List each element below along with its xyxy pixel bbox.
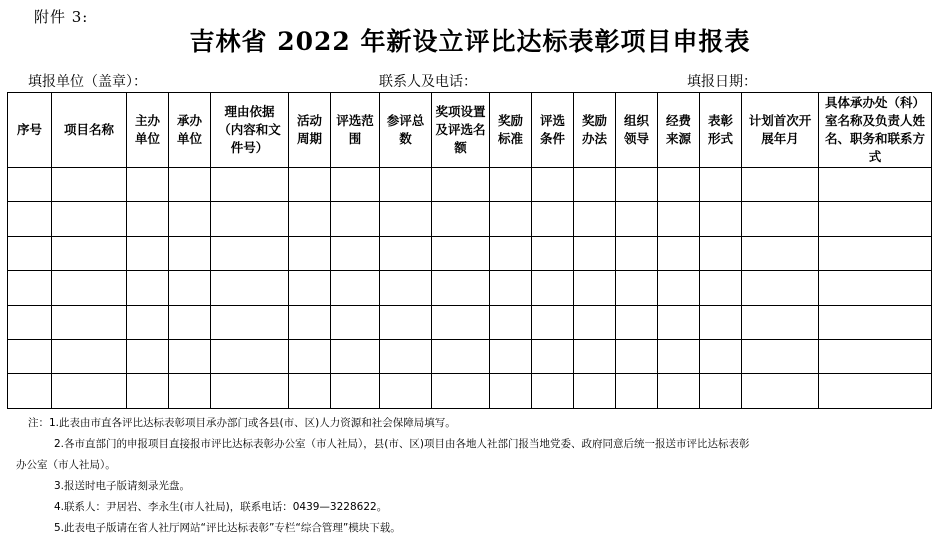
table-cell[interactable] [490,271,532,305]
table-cell[interactable] [8,168,52,202]
table-cell[interactable] [700,271,742,305]
table-cell[interactable] [432,202,490,236]
table-cell[interactable] [616,271,658,305]
footnote-1: 注：1.此表由市直各评比达标表彰项目承办部门或各县(市、区)人力资源和社会保障局填写。 [28,417,456,429]
table-cell[interactable] [169,202,211,236]
table-cell[interactable] [432,305,490,339]
table-cell[interactable] [380,236,432,270]
header-cell: 表彰形式 [700,93,742,168]
table-cell[interactable] [819,305,932,339]
table-cell[interactable] [574,168,616,202]
table-cell[interactable] [658,236,700,270]
table-cell[interactable] [532,168,574,202]
table-cell[interactable] [490,374,532,408]
table-row [8,271,932,305]
reporting-unit-label: 填报单位（盖章）： [28,74,147,90]
table-cell[interactable] [490,168,532,202]
table-cell[interactable] [380,202,432,236]
table-cell[interactable] [8,271,52,305]
table-cell[interactable] [52,271,127,305]
table-body [8,168,932,409]
table-cell[interactable] [331,202,380,236]
table-cell[interactable] [574,374,616,408]
table-cell[interactable] [331,271,380,305]
table-cell[interactable] [8,202,52,236]
table-cell[interactable] [532,236,574,270]
table-cell[interactable] [658,339,700,373]
report-table [7,92,932,409]
table-cell[interactable] [658,202,700,236]
header-cell: 奖励标准 [490,93,532,168]
table-cell[interactable] [658,374,700,408]
table-cell[interactable] [331,305,380,339]
table-cell[interactable] [742,374,819,408]
table-cell[interactable] [700,305,742,339]
header-cell: 组织领导 [616,93,658,168]
table-cell[interactable] [432,374,490,408]
table-cell[interactable] [616,168,658,202]
table-cell[interactable] [574,339,616,373]
table-cell[interactable] [380,339,432,373]
table-cell[interactable] [616,374,658,408]
table-cell[interactable] [742,168,819,202]
table-cell[interactable] [127,339,169,373]
header-cell: 奖项设置及评选名额 [432,93,490,168]
table-cell[interactable] [819,202,932,236]
table-cell[interactable] [532,305,574,339]
table-cell[interactable] [819,374,932,408]
table-cell[interactable] [819,236,932,270]
footnote-5: 5.此表电子版请在省人社厅网站“评比达标表彰”专栏“综合管理”模块下载。 [54,522,401,534]
table-cell[interactable] [700,374,742,408]
header-cell: 经费来源 [658,93,700,168]
header-cell: 活动周期 [289,93,331,168]
table-cell[interactable] [211,202,289,236]
table-cell[interactable] [432,236,490,270]
header-cell: 主办单位 [127,93,169,168]
table-cell[interactable] [52,168,127,202]
table-cell[interactable] [289,202,331,236]
header-cell: 参评总数 [380,93,432,168]
table-cell[interactable] [127,202,169,236]
header-cell: 奖励办法 [574,93,616,168]
header-cell: 理由依据（内容和文件号） [211,93,289,168]
attachment-label: 附件 3: [34,8,89,26]
header-cell: 承办单位 [169,93,211,168]
table-row [8,202,932,236]
table-cell[interactable] [532,202,574,236]
table-cell[interactable] [658,305,700,339]
table-cell[interactable] [331,374,380,408]
table-cell[interactable] [331,236,380,270]
table-cell[interactable] [700,202,742,236]
table-cell[interactable] [532,339,574,373]
contact-label: 联系人及电话： [379,74,477,90]
table-cell[interactable] [169,374,211,408]
header-cell: 评选条件 [532,93,574,168]
table-cell[interactable] [574,202,616,236]
table-cell[interactable] [490,339,532,373]
table-cell[interactable] [616,305,658,339]
table-cell[interactable] [289,339,331,373]
table-cell[interactable] [380,374,432,408]
table-cell[interactable] [490,202,532,236]
table-cell[interactable] [700,168,742,202]
table-cell[interactable] [8,305,52,339]
table-cell[interactable] [127,374,169,408]
table-cell[interactable] [127,305,169,339]
table-cell[interactable] [52,374,127,408]
table-cell[interactable] [432,168,490,202]
table-cell[interactable] [380,305,432,339]
table-cell[interactable] [616,202,658,236]
table-cell[interactable] [8,339,52,373]
table-cell[interactable] [289,168,331,202]
table-cell[interactable] [331,168,380,202]
footnote-3: 3.报送时电子版请刻录光盘。 [54,480,191,492]
footnote-2-continued: 办公室（市人社局）。 [16,459,116,471]
table-cell[interactable] [490,305,532,339]
table-cell[interactable] [127,236,169,270]
table-cell[interactable] [289,374,331,408]
table-cell[interactable] [742,236,819,270]
table-cell[interactable] [289,305,331,339]
header-cell: 序号 [8,93,52,168]
table-cell[interactable] [211,374,289,408]
table-cell[interactable] [742,271,819,305]
table-cell[interactable] [169,339,211,373]
table-cell[interactable] [742,305,819,339]
table-cell[interactable] [432,339,490,373]
table-cell[interactable] [289,236,331,270]
table-cell[interactable] [490,236,532,270]
table-cell[interactable] [819,168,932,202]
table-cell[interactable] [169,271,211,305]
table-cell[interactable] [700,236,742,270]
table-cell[interactable] [52,236,127,270]
header-cell: 评选范围 [331,93,380,168]
table-row [8,236,932,270]
report-date-label: 填报日期： [687,74,757,90]
table-cell[interactable] [331,339,380,373]
table-cell[interactable] [819,339,932,373]
table-row [8,374,932,408]
table-cell[interactable] [532,271,574,305]
table-cell[interactable] [616,339,658,373]
table-cell[interactable] [819,271,932,305]
table-cell[interactable] [380,271,432,305]
table-cell[interactable] [616,236,658,270]
table-cell[interactable] [52,305,127,339]
table-cell[interactable] [380,168,432,202]
table-cell[interactable] [432,271,490,305]
table-cell[interactable] [574,236,616,270]
table-cell[interactable] [742,339,819,373]
table-cell[interactable] [127,271,169,305]
table-cell[interactable] [289,271,331,305]
table-cell[interactable] [211,168,289,202]
table-cell[interactable] [52,339,127,373]
table-cell[interactable] [52,202,127,236]
page-title: 吉林省 2022 年新设立评比达标表彰项目申报表 [189,27,751,56]
table-row [8,305,932,339]
table-cell[interactable] [658,168,700,202]
header-cell: 计划首次开展年月 [742,93,819,168]
table-row [8,168,932,202]
table-cell[interactable] [211,271,289,305]
table-cell[interactable] [8,236,52,270]
table-cell[interactable] [169,168,211,202]
table-cell[interactable] [658,271,700,305]
table-cell[interactable] [574,271,616,305]
table-cell[interactable] [169,236,211,270]
table-cell[interactable] [211,236,289,270]
table-cell[interactable] [8,374,52,408]
header-cell: 项目名称 [52,93,127,168]
table-cell[interactable] [211,339,289,373]
table-row [8,339,932,373]
footnote-2: 2.各市直部门的申报项目直接报市评比达标表彰办公室（市人社局），县(市、区)项目由各地人社部门报当地党委、政府同意后统一报送市评比达标表彰 [54,438,750,450]
header-cell: 具体承办处（科）室名称及负责人姓名、职务和联系方式 [819,93,932,168]
table-cell[interactable] [700,339,742,373]
table-cell[interactable] [169,305,211,339]
table-cell[interactable] [211,305,289,339]
table-cell[interactable] [742,202,819,236]
table-cell[interactable] [532,374,574,408]
table-header-row [8,93,932,168]
table-cell[interactable] [574,305,616,339]
footnote-4: 4.联系人：尹居岩、李永生(市人社局)，联系电话：0439—3228622。 [54,501,388,513]
table-cell[interactable] [127,168,169,202]
